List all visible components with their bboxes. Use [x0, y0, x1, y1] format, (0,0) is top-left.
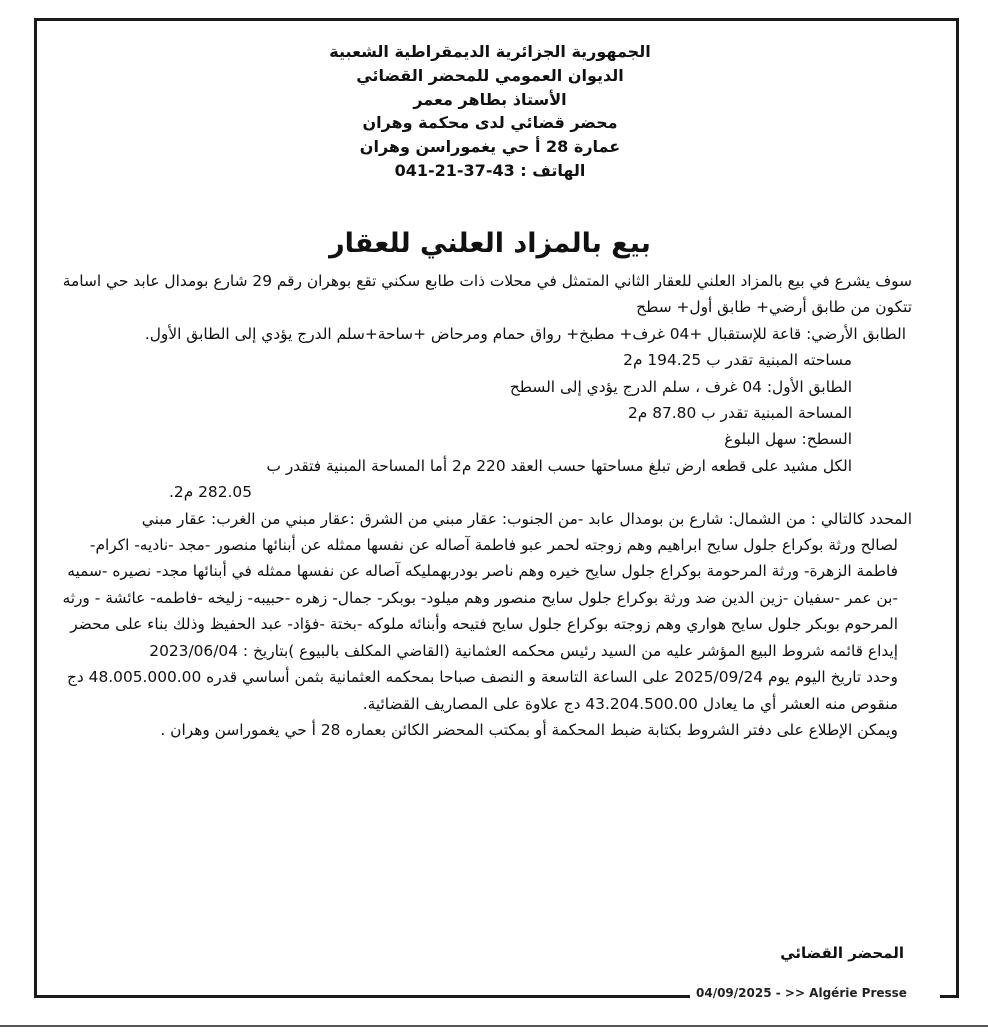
- notice-body: [58, 268, 912, 743]
- header-line-court: محضر قضائي لدى محكمة وهران: [362, 113, 618, 133]
- paragraph-boundaries: المحدد كالتالي : من الشمال: شارع بن بومدال عابد -من الجنوب: عقار مبني من الشرق :عقار مبني من الغرب: عقار مبني: [141, 509, 912, 528]
- paragraph-conditions: ويمكن الإطلاع على دفتر الشروط بكتابة ضبط المحكمة أو بمكتب المحضر الكائن بعماره 28 أ حي يغموراسن وهران .: [160, 720, 898, 739]
- paragraph-total-land: الكل مشيد على قطعه ارض تبلغ مساحتها حسب العقد 220 م2 أما المساحة المبنية فتقدر ب: [266, 456, 852, 475]
- notice-header: [50, 40, 930, 183]
- signature: المحضر القضائي: [780, 944, 904, 962]
- paragraph-property: سوف يشرع في بيع بالمزاد العلني للعقار الثاني المتمثل في محلات ذات طابع سكني تقع بوهران رقم 29 شارع بومدال عابد حي اسامة تتكون من طابق أرضي+ طابق أول+ سطح: [62, 272, 912, 317]
- header-line-republic: الجمهورية الجزائرية الديمقراطية الشعبية: [329, 42, 651, 61]
- header-line-phone: الهاتف : 43-37-21-041: [394, 160, 586, 180]
- paragraph-sale-date-price: وحدد تاريخ اليوم يوم 2025/09/24 على الساعة التاسعة و النصف صباحا بمحكمه العثمانية بثمن أساسي قدره 48.005.000.00 دج منقوص منه العشر أي ما يعادل 43.204.500.00 دج علاوة على المصاريف القضائية.: [66, 668, 898, 713]
- paragraph-built-area: 282.05 م2.: [169, 483, 252, 502]
- paragraph-first-area: المساحة المبنية تقدر ب 87.80 م2: [627, 404, 852, 423]
- page-rule: [0, 1025, 988, 1027]
- paragraph-ground-area: مساحته المبنية تقدر ب 194.25 م2: [623, 351, 852, 370]
- header-line-office: الديوان العمومي للمحضر القضائي: [356, 65, 624, 85]
- paragraph-first-floor: الطابق الأول: 04 غرف ، سلم الدرج يؤدي إلى السطح: [509, 377, 852, 396]
- paragraph-ground-floor: الطابق الأرضي: قاعة للإستقبال +04 غرف+ مطبخ+ رواق حمام ومرحاض +ساحة+سلم الدرج يؤدي إلى الطابق الأول.: [144, 324, 906, 343]
- publication-footer: 04/09/2025 - >> Algérie Presse: [696, 986, 907, 1000]
- frame-bottom-border-left: [34, 995, 690, 998]
- paragraph-parties: لصالح ورثة بوكراع جلول سايح ابراهيم وهم زوجته لحمر عبو فاطمة آصاله عن نفسها ممثله عن أبنائها منصور -مجد -ناديه- اكرام- فاطمة الزهرة- ورثة المرحومة بوكراع جلول سايح خيره وهم ناصر بودربهمليكه آصاله عن نفسها ممثله في أبنائها مجد- نصيره -سميه -بن عمر -سفيان -زين الدين ضد ورثة بوكراع جلول سايح منصور وهم ميلود- بوبكر- جمال- زهره -حبيبه- زليخه -فاطمه- عائشة - ورثه المرحوم بوبكر جلول سايح هواري وهم زوجته بوكراع جلول سايح فتيحه وأبنائه ملوكه -بختة -فؤاد- عبد الحفيظ وذلك بناء على محضر إيداع قائمه شروط البيع المؤشر عليه من السيد رئيس محكمه العثمانية (القاضي المكلف بالبيوع )بتاريخ : 2023/06/04: [62, 536, 898, 660]
- header-line-name: الأستاذ بطاهر معمر: [413, 89, 567, 109]
- paragraph-roof: السطح: سهل البلوغ: [724, 430, 852, 449]
- header-line-address: عمارة 28 أ حي يغموراسن وهران: [359, 137, 621, 157]
- frame-bottom-border-right: [940, 995, 959, 998]
- notice-title: بيع بالمزاد العلني للعقار: [329, 228, 651, 259]
